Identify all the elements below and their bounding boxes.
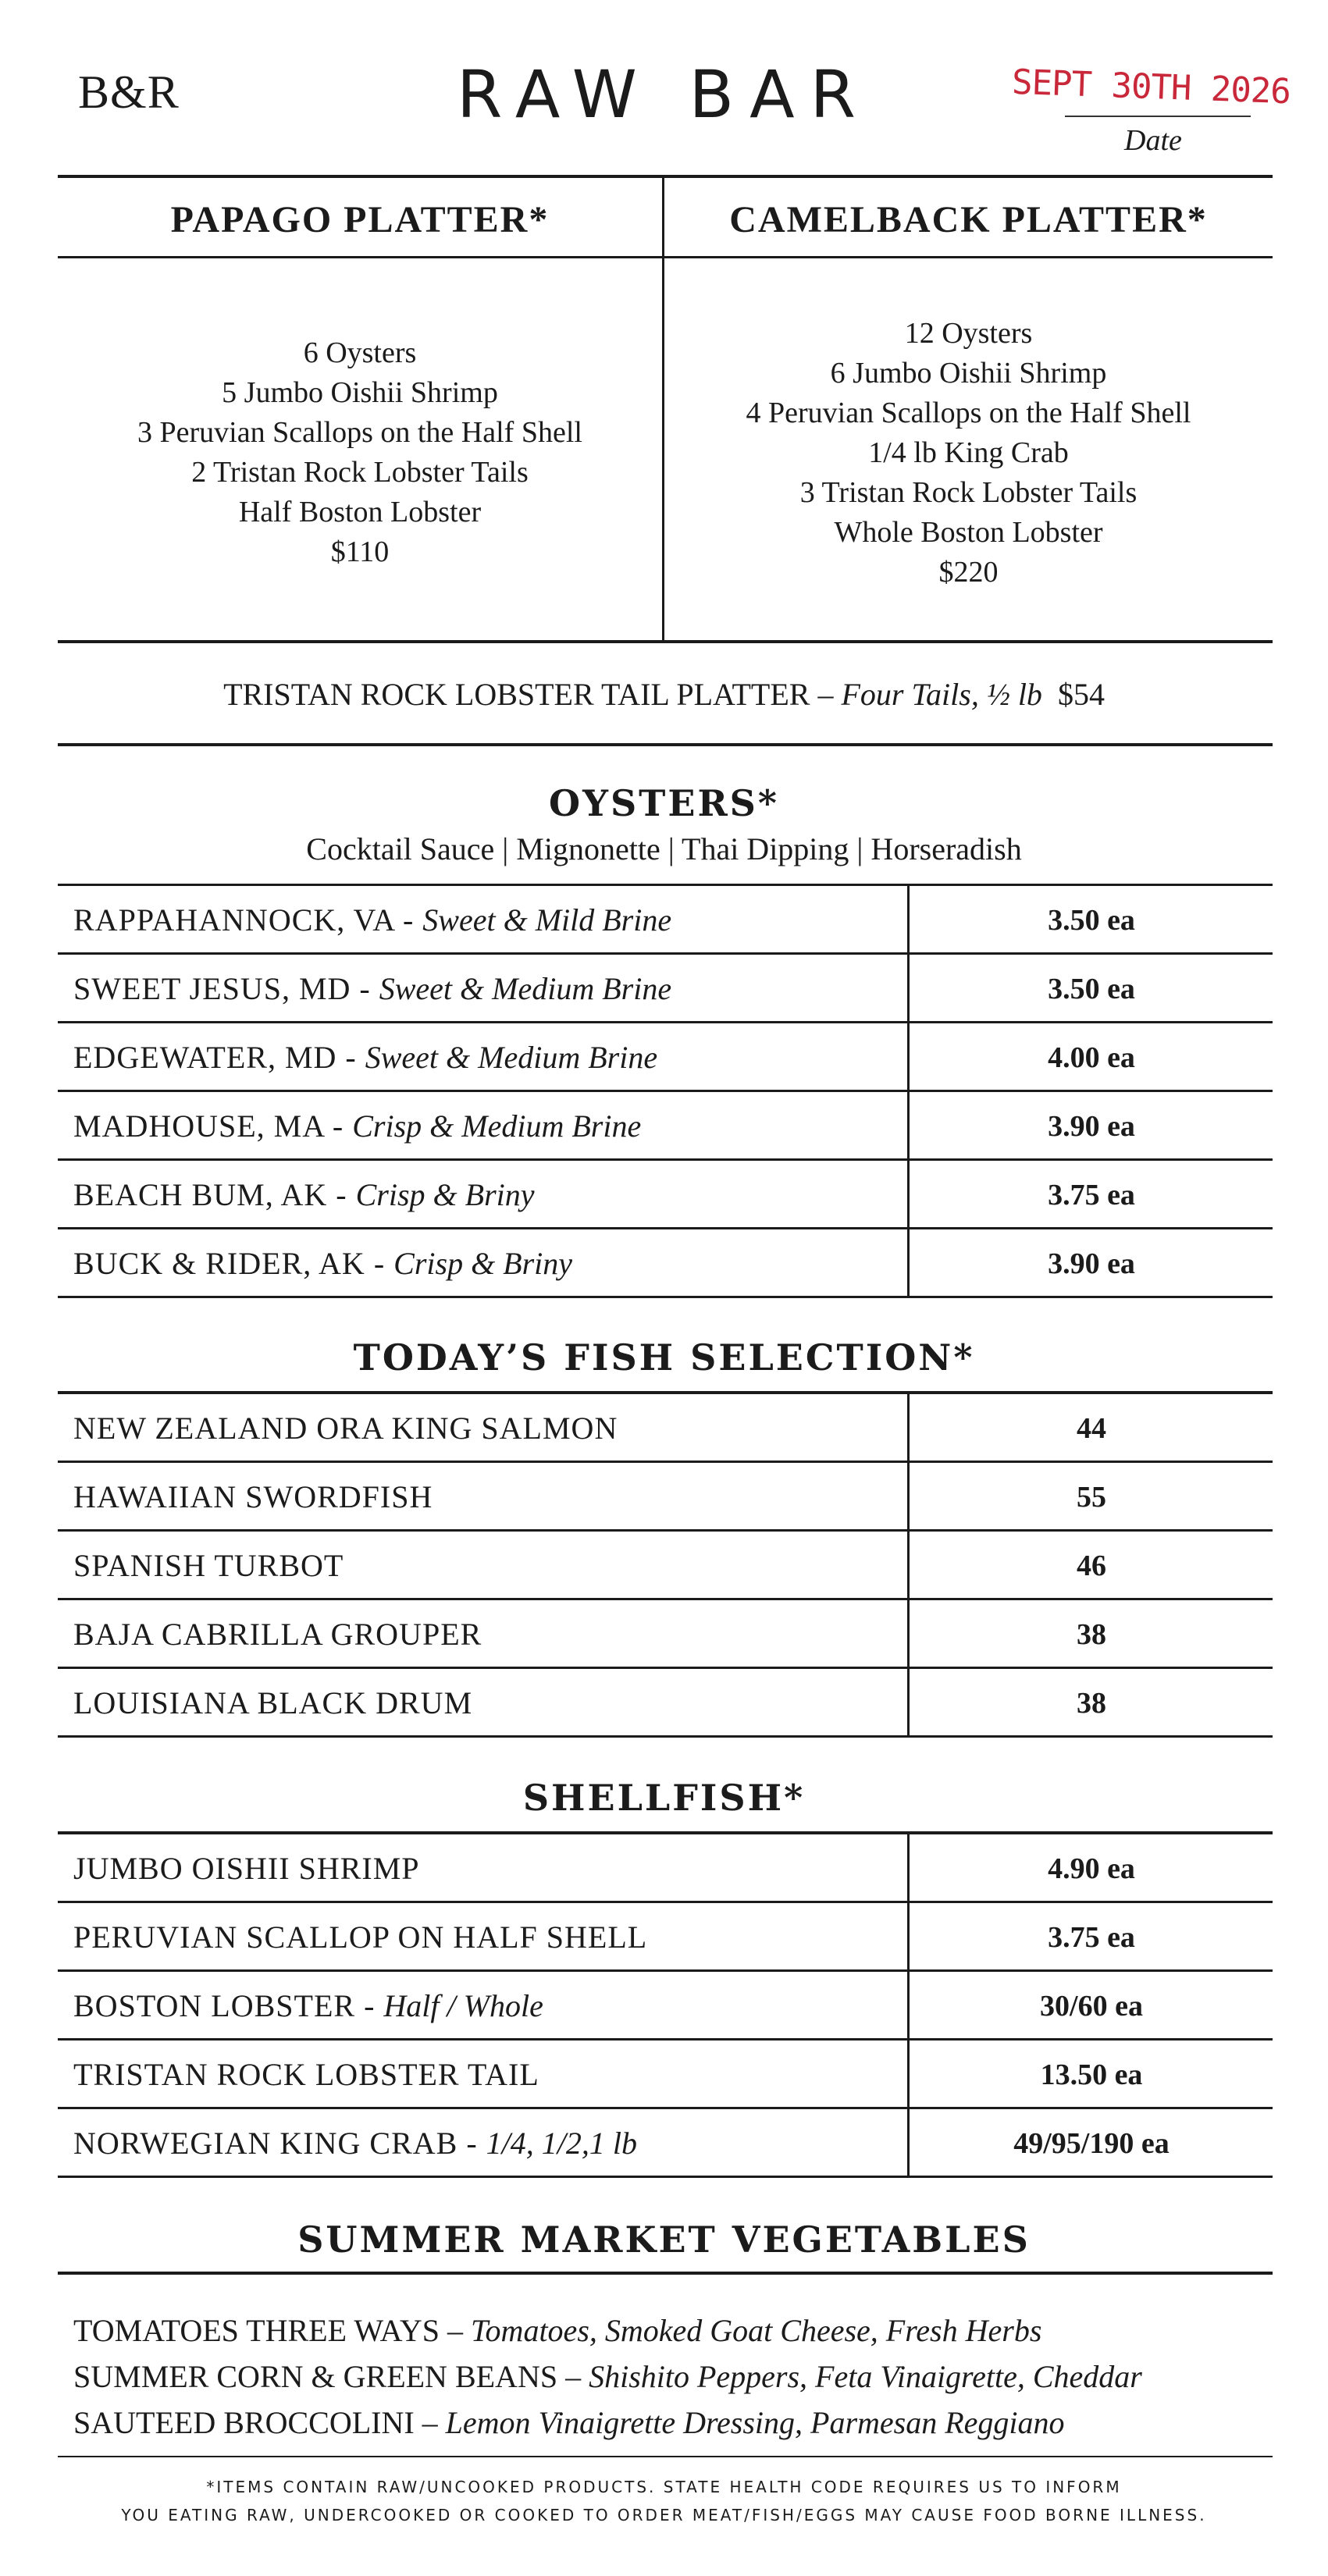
papago-platter-title: PAPAGO PLATTER*	[170, 199, 550, 240]
footer-disclaimer-line-1: *ITEMS CONTAIN RAW/UNCOOKED PRODUCTS. STATE HEALTH CODE REQUIRES US TO INFORM	[206, 2478, 1122, 2496]
menu-row	[58, 955, 1273, 1023]
menu-item-price: 3.75 ea	[1048, 1921, 1135, 1954]
column-divider	[907, 1903, 910, 1969]
platter-item: 2 Tristan Rock Lobster Tails	[191, 456, 529, 489]
menu-item-name	[73, 1850, 420, 1887]
divider	[58, 2272, 1273, 2275]
vegetables-title: SUMMER MARKET VEGETABLES	[297, 2218, 1031, 2261]
menu-item-price: 46	[1077, 1550, 1106, 1582]
vegetable-name: SAUTEED BROCCOLINI –	[73, 2405, 438, 2440]
platter-item: 4 Peruvian Scallops on the Half Shell	[746, 397, 1191, 429]
platter-item: Half Boston Lobster	[238, 496, 482, 528]
menu-row	[58, 1161, 1273, 1229]
column-divider	[907, 886, 910, 952]
item-name: TRISTAN ROCK LOBSTER TAIL	[73, 2057, 539, 2092]
menu-row	[58, 2041, 1273, 2109]
papago-platter-items	[58, 333, 662, 572]
item-name: NORWEGIAN KING CRAB -	[73, 2126, 478, 2161]
shellfish-title: SHELLFISH*	[522, 1777, 806, 1819]
menu-item-name	[73, 1547, 344, 1584]
menu-item-name	[73, 1245, 572, 1282]
platter-item: $220	[938, 556, 999, 589]
divider	[58, 743, 1273, 746]
item-name: SWEET JESUS, MD -	[73, 971, 371, 1006]
item-description: Half / Whole	[383, 1988, 543, 2023]
menu-item-price: 3.90 ea	[1048, 1247, 1135, 1280]
menu-item-price: 44	[1077, 1412, 1106, 1445]
item-name: BAJA CABRILLA GROUPER	[73, 1617, 482, 1652]
fish-title: TODAY’S FISH SELECTION*	[353, 1336, 975, 1379]
item-description: 1/4, 1/2,1 lb	[486, 2126, 637, 2161]
item-name: NEW ZEALAND ORA KING SALMON	[73, 1411, 618, 1446]
column-divider	[907, 1532, 910, 1598]
column-divider	[907, 1463, 910, 1529]
menu-row	[58, 1903, 1273, 1972]
platter-item: 3 Peruvian Scallops on the Half Shell	[137, 416, 582, 449]
tail-platter-line	[0, 676, 1328, 713]
oysters-title: OYSTERS*	[549, 782, 779, 824]
item-description: Crisp & Briny	[355, 1177, 535, 1212]
menu-row	[58, 1532, 1273, 1600]
date-stamp: SEPT 30TH 2026	[1011, 62, 1291, 112]
column-divider	[907, 1092, 910, 1158]
column-divider	[907, 1023, 910, 1090]
camelback-platter-items	[664, 314, 1273, 592]
vegetable-item	[73, 2312, 1041, 2349]
oyster-sauces: Cocktail Sauce | Mignonette | Thai Dipping | Horseradish	[306, 831, 1022, 866]
vegetable-description: Shishito Peppers, Feta Vinaigrette, Cheddar	[589, 2359, 1142, 2394]
menu-item-price: 4.00 ea	[1048, 1041, 1135, 1074]
menu-item-price: 38	[1077, 1618, 1106, 1651]
item-description: Sweet & Medium Brine	[379, 971, 672, 1006]
vegetable-name: TOMATOES THREE WAYS –	[73, 2313, 463, 2348]
menu-item-name	[73, 1410, 618, 1446]
camelback-platter-title: CAMELBACK PLATTER*	[729, 199, 1208, 240]
tail-platter-name: TRISTAN ROCK LOBSTER TAIL PLATTER –	[223, 677, 834, 712]
menu-item-name	[73, 970, 671, 1007]
item-description: Crisp & Briny	[393, 1246, 573, 1281]
item-name: BUCK & RIDER, AK -	[73, 1246, 386, 1281]
column-divider	[907, 1161, 910, 1227]
divider	[58, 2456, 1273, 2457]
menu-row	[58, 1394, 1273, 1463]
item-name: EDGEWATER, MD -	[73, 1040, 357, 1075]
column-divider	[907, 1669, 910, 1735]
menu-row	[58, 1463, 1273, 1532]
menu-item-name	[73, 2125, 637, 2161]
menu-row	[58, 1669, 1273, 1738]
divider	[58, 256, 1273, 258]
menu-row	[58, 2109, 1273, 2178]
platter-item: Whole Boston Lobster	[834, 516, 1103, 549]
vegetable-description: Lemon Vinaigrette Dressing, Parmesan Reggiano	[445, 2405, 1065, 2440]
menu-row	[58, 1600, 1273, 1669]
platter-item: 12 Oysters	[904, 317, 1033, 350]
divider	[58, 175, 1273, 178]
menu-item-name	[73, 1616, 482, 1653]
menu-row	[58, 1229, 1273, 1298]
item-name: JUMBO OISHII SHRIMP	[73, 1851, 420, 1886]
item-description: Crisp & Medium Brine	[352, 1108, 642, 1144]
column-divider	[907, 955, 910, 1021]
menu-item-price: 30/60 ea	[1040, 1990, 1143, 2023]
column-divider	[907, 1834, 910, 1901]
menu-item-name	[73, 1039, 657, 1076]
menu-item-name	[73, 1987, 543, 2024]
menu-item-price: 4.90 ea	[1048, 1852, 1135, 1885]
column-divider	[907, 1394, 910, 1461]
platter-item: 6 Oysters	[303, 336, 417, 369]
date-underline	[1065, 116, 1251, 117]
platter-item: 5 Jumbo Oishii Shrimp	[222, 376, 498, 409]
item-description: Sweet & Medium Brine	[365, 1040, 658, 1075]
menu-row	[58, 1834, 1273, 1903]
menu-item-name	[73, 2056, 539, 2093]
vegetable-item	[73, 2358, 1142, 2395]
item-name: SPANISH TURBOT	[73, 1548, 344, 1583]
item-name: LOUISIANA BLACK DRUM	[73, 1685, 473, 1720]
menu-item-price: 3.50 ea	[1048, 904, 1135, 937]
item-name: RAPPAHANNOCK, VA -	[73, 902, 415, 938]
menu-item-price: 3.50 ea	[1048, 973, 1135, 1005]
menu-row	[58, 1092, 1273, 1161]
item-description: Sweet & Mild Brine	[422, 902, 672, 938]
item-name: BEACH BUM, AK -	[73, 1177, 347, 1212]
menu-row	[58, 1023, 1273, 1092]
item-name: BOSTON LOBSTER -	[73, 1988, 376, 2023]
menu-row	[58, 1972, 1273, 2041]
divider	[58, 640, 1273, 643]
column-divider	[907, 1600, 910, 1667]
page-title: RAW BAR	[456, 56, 872, 133]
menu-item-price: 3.75 ea	[1048, 1179, 1135, 1212]
menu-item-name	[73, 902, 671, 938]
menu-item-name	[73, 1685, 472, 1721]
menu-item-name	[73, 1478, 433, 1515]
item-name: MADHOUSE, MA -	[73, 1108, 344, 1144]
menu-item-name	[73, 1176, 535, 1213]
menu-item-price: 38	[1077, 1687, 1106, 1720]
item-name: HAWAIIAN SWORDFISH	[73, 1479, 433, 1514]
menu-item-price: 49/95/190 ea	[1013, 2127, 1170, 2160]
platter-item: 3 Tristan Rock Lobster Tails	[799, 476, 1138, 509]
tail-platter-desc: Four Tails, ½ lb	[841, 677, 1042, 712]
column-divider	[907, 2041, 910, 2107]
restaurant-logo: B&R	[78, 66, 180, 118]
vegetable-description: Tomatoes, Smoked Goat Cheese, Fresh Herbs	[470, 2313, 1042, 2348]
menu-item-name	[73, 1108, 641, 1144]
menu-row	[58, 886, 1273, 955]
tail-platter-price: $54	[1057, 677, 1105, 712]
footer-disclaimer-line-2: YOU EATING RAW, UNDERCOOKED OR COOKED TO ORDER MEAT/FISH/EGGS MAY CAUSE FOOD BORNE ILLNESS.	[121, 2506, 1207, 2524]
platter-item: 6 Jumbo Oishii Shrimp	[830, 357, 1107, 390]
platter-item: $110	[330, 535, 390, 568]
column-divider	[907, 2109, 910, 2176]
date-label: Date	[1124, 124, 1182, 157]
column-divider	[907, 1972, 910, 2038]
column-divider	[907, 1229, 910, 1296]
menu-item-price: 3.90 ea	[1048, 1110, 1135, 1143]
menu-item-price: 13.50 ea	[1040, 2058, 1143, 2091]
platter-item: 1/4 lb King Crab	[868, 436, 1069, 469]
menu-item-name	[73, 1919, 647, 1955]
vegetable-item	[73, 2404, 1065, 2441]
menu-item-price: 55	[1077, 1481, 1106, 1514]
vegetable-name: SUMMER CORN & GREEN BEANS –	[73, 2359, 582, 2394]
item-name: PERUVIAN SCALLOP ON HALF SHELL	[73, 1920, 648, 1955]
